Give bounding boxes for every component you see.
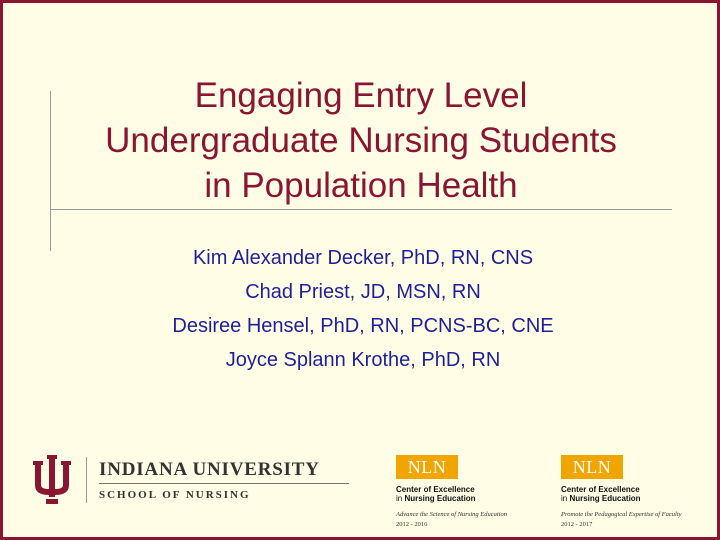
nln-years: 2012 - 2017 bbox=[561, 521, 593, 528]
title-line-3: in Population Health bbox=[204, 166, 518, 205]
author-1: Kim Alexander Decker, PhD, RN, CNS bbox=[192, 247, 534, 269]
nln-tagline: Advance the Science of Nursing Education bbox=[396, 511, 508, 518]
title-divider bbox=[50, 209, 672, 210]
vertical-rule bbox=[50, 91, 51, 251]
school-name: SCHOOL OF NURSING bbox=[99, 489, 251, 501]
nln-badge: NLN bbox=[396, 455, 458, 479]
slide bbox=[3, 3, 717, 537]
iu-trident-icon bbox=[33, 455, 71, 505]
slide-title bbox=[53, 73, 669, 208]
nln-tagline: Promote the Pedagogical Expertise of Faculty bbox=[561, 511, 682, 518]
nln-coe-line: Center of Excellence bbox=[561, 485, 640, 494]
author-2: Chad Priest, JD, MSN, RN bbox=[245, 281, 481, 303]
nln-program-text: Nursing Education bbox=[404, 494, 476, 503]
title-line-2: Undergraduate Nursing Students bbox=[105, 121, 617, 160]
logo-divider bbox=[86, 457, 87, 503]
nln-program-text: Nursing Education bbox=[569, 494, 641, 503]
university-name: INDIANA UNIVERSITY bbox=[99, 459, 320, 480]
logo-rule bbox=[99, 483, 349, 484]
nln-coe-line: Center of Excellence bbox=[396, 485, 475, 494]
iu-nursing-logo bbox=[33, 455, 353, 507]
author-list bbox=[93, 241, 633, 377]
nln-years: 2012 - 2016 bbox=[396, 521, 428, 528]
title-line-1: Engaging Entry Level bbox=[194, 76, 528, 115]
nln-logo-2 bbox=[561, 455, 711, 535]
author-4: Joyce Splann Krothe, PhD, RN bbox=[225, 349, 501, 371]
nln-in-text: in bbox=[561, 494, 570, 503]
nln-in-text: in bbox=[396, 494, 405, 503]
nln-logo-1 bbox=[396, 455, 546, 535]
nln-nursing-line bbox=[396, 494, 476, 503]
nln-nursing-line bbox=[561, 494, 641, 503]
author-3: Desiree Hensel, PhD, RN, PCNS-BC, CNE bbox=[172, 315, 554, 337]
nln-badge: NLN bbox=[561, 455, 623, 479]
